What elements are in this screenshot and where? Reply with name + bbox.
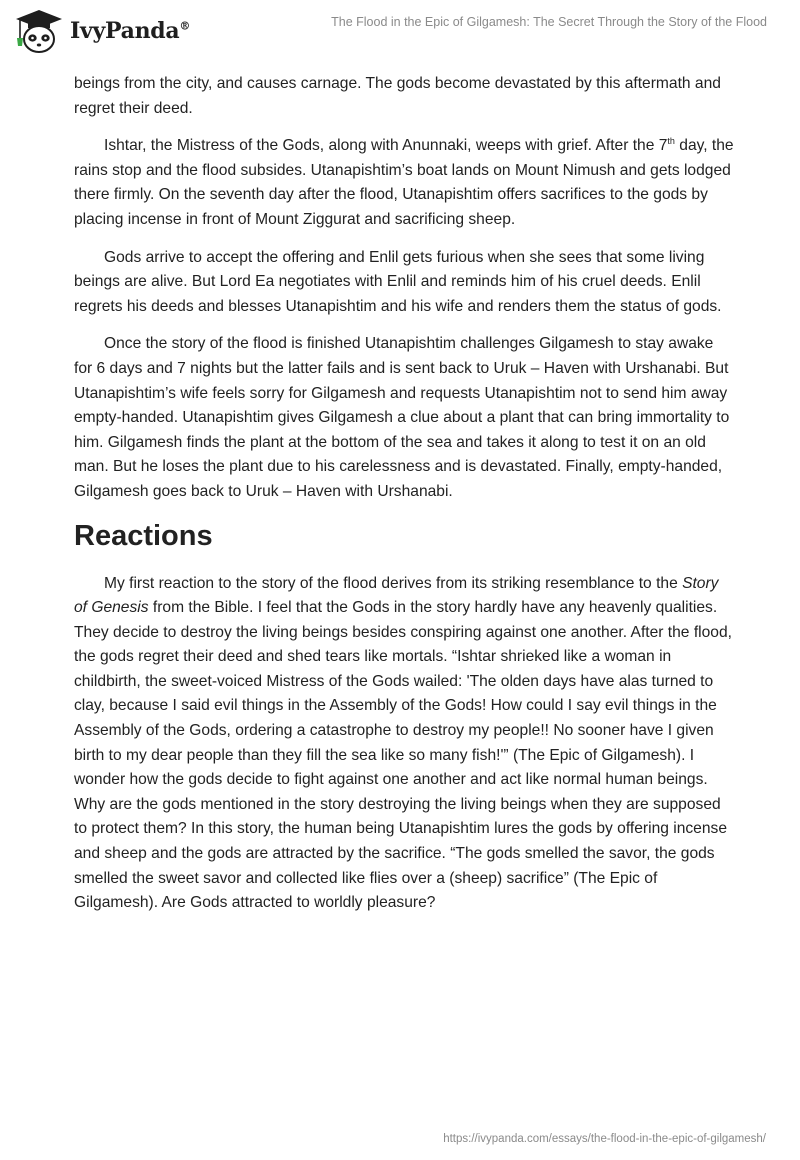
paragraph-5-text-b: from the Bible. I feel that the Gods in the story hardly have any heavenly qualities. They decide to destroy the living beings besides conspiring against one another. After the flood, the gods regret their deed and shed tears like mortals. “Ishtar shrieked like a woman in childbirth, the sweet-voiced Mistress of the Gods wailed: 'The olden days have alas turned to clay, because I said evil things in the Assembly of the Gods! How could I say evil things in the Assembly of the Gods, ordering a catastrophe to destroy my people!! No sooner have I given birth to my dear people than they fill the sea like so many fish!'” (The Epic of Gilgamesh). I wonder how the gods decide to fight against one another and act like normal human beings. Why are the gods mentioned in the story destroying the living beings when they are supposed to protect them? In this story, the human being Utanapishtim lures the gods by offering incense and sheep and the gods are attracted by the sacrifice. “The gods smelled the savor, the gods smelled the sweet savor and collected like flies over a (sheep) sacrifice” (The Epic of Gilgamesh). Are Gods attracted to worldly pleasure? bbox=[74, 599, 732, 912]
story-of-genesis-italic: Story of Genesis bbox=[74, 574, 719, 617]
paragraph-5-text-a: My first reaction to the story of the flood derives from its striking resemblance to the bbox=[104, 574, 683, 592]
document-title: The Flood in the Epic of Gilgamesh: The Secret Through the Story of the Flood bbox=[331, 15, 767, 29]
brand-name bbox=[70, 18, 190, 44]
section-heading-reactions: Reactions bbox=[74, 519, 213, 552]
essay-content bbox=[74, 72, 734, 929]
ordinal-superscript: th bbox=[667, 136, 675, 147]
registered-mark: ® bbox=[179, 19, 191, 33]
paragraph-2-text-a: Ishtar, the Mistress of the Gods, along with Anunnaki, weeps with grief. After the 7 bbox=[104, 137, 668, 155]
source-url[interactable]: https://ivypanda.com/essays/the-flood-in-the-epic-of-gilgamesh/ bbox=[443, 1133, 766, 1145]
paragraph-2 bbox=[74, 134, 734, 232]
paragraph-2-text-b: day, the rains stop and the flood subsides. Utanapishtim’s boat lands on Mount Nimush and gets lodged there firmly. On the seventh day after the flood, Utanapishtim offers sacrifices to the gods by placing incense in front of Mount Ziggurat and sacrificing sheep. bbox=[74, 137, 734, 228]
paragraph-1: beings from the city, and causes carnage. The gods become devastated by this aftermath and regret their deed. bbox=[74, 75, 721, 117]
ivypanda-logo[interactable] bbox=[14, 8, 190, 54]
brand-text: IvyPanda bbox=[70, 18, 180, 44]
panda-graduate-icon bbox=[14, 8, 64, 54]
paragraph-4: Once the story of the flood is finished Utanapishtim challenges Gilgamesh to stay awake for 6 days and 7 nights but the latter fails and is sent back to Uruk – Haven with Urshanabi. But Utanapishtim’s wife feels sorry for Gilgamesh and requests Utanapishtim not to send him away empty-handed. Utanapishtim gives Gilgamesh a clue about a plant that can bring immortality to him. Gilgamesh finds the plant at the bottom of the sea and takes it along to test it on an old man. But he loses the plant due to his carelessness and is devastated. Finally, empty-handed, Gilgamesh goes back to Uruk – Haven with Urshanabi. bbox=[74, 335, 730, 500]
paragraph-3: Gods arrive to accept the offering and Enlil gets furious when she sees that some living beings are alive. But Lord Ea negotiates with Enlil and reminds him of his cruel deeds. Enlil regrets his deeds and blesses Utanapishtim and his wife and renders them the status of gods. bbox=[74, 248, 722, 315]
paragraph-5 bbox=[74, 572, 734, 916]
page-header bbox=[0, 0, 800, 70]
